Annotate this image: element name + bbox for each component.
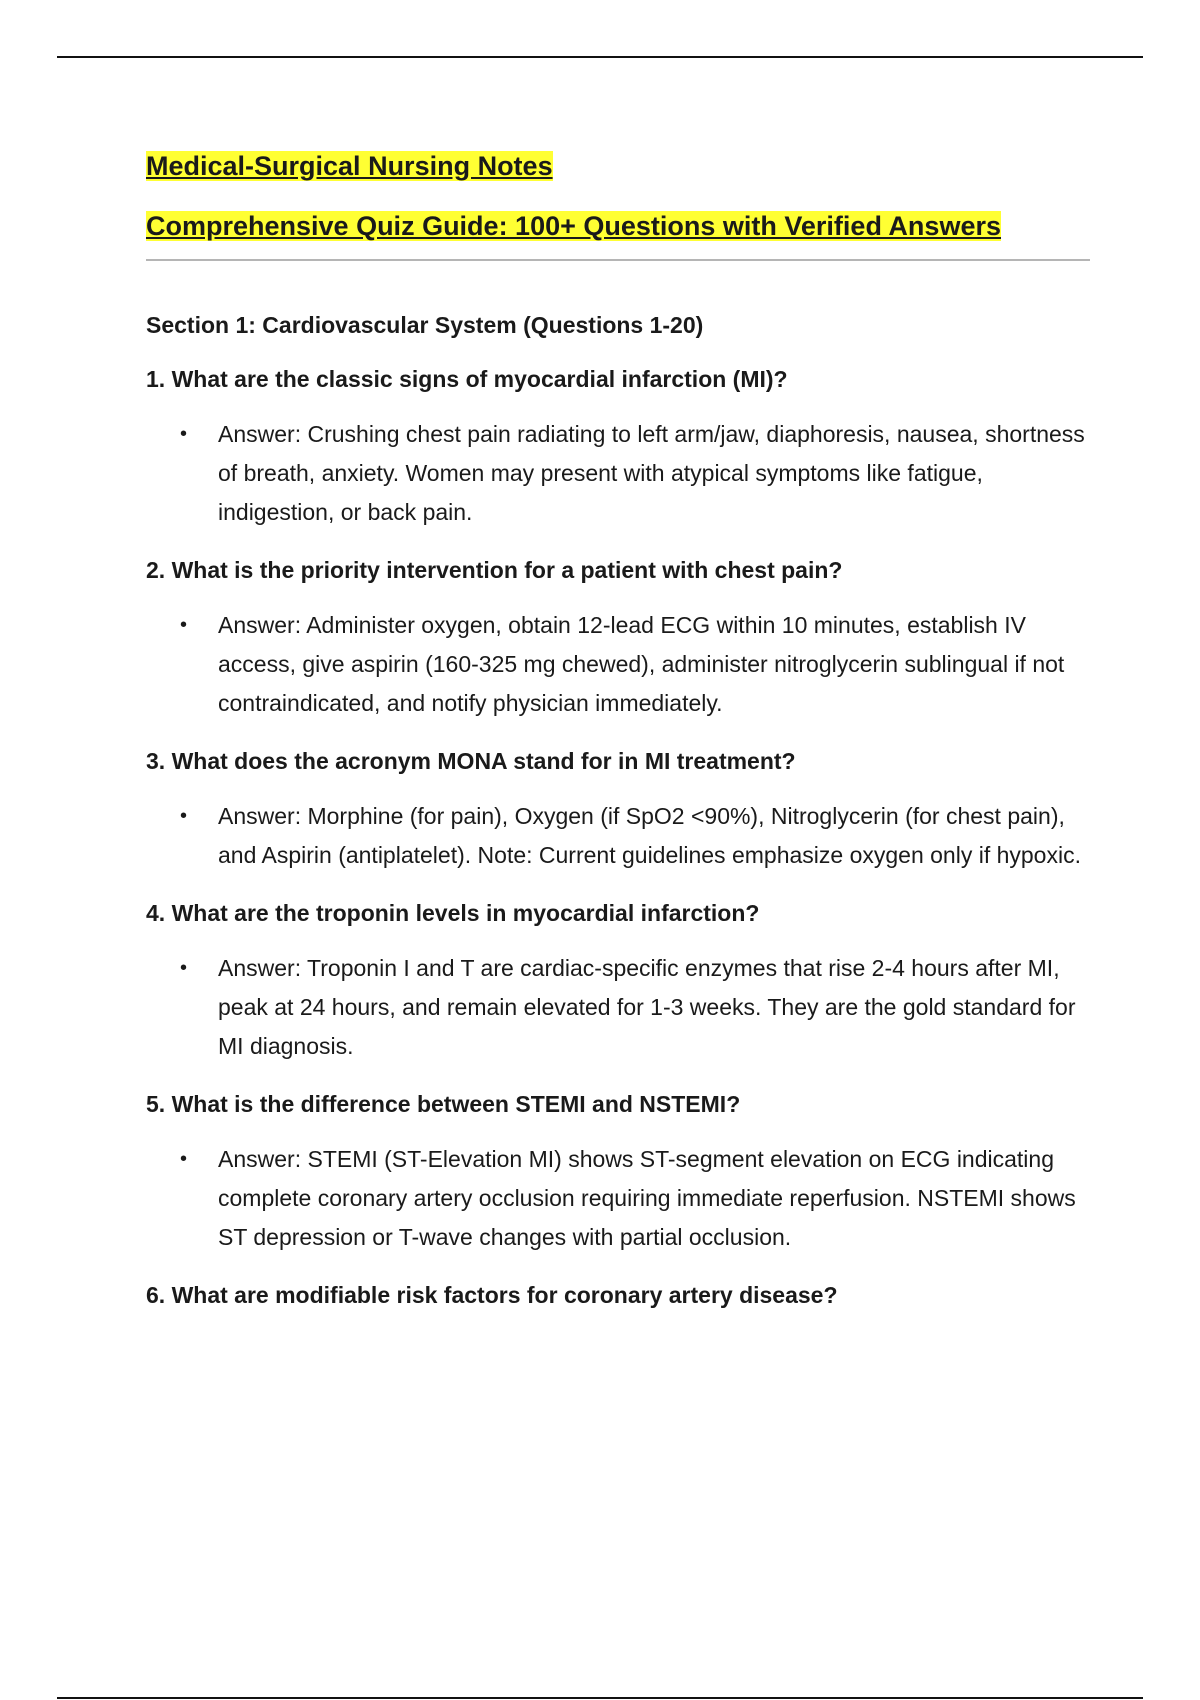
bullet-icon: • — [180, 1148, 188, 1170]
page-top-rule — [57, 56, 1143, 58]
answer-list-4 — [146, 949, 1090, 1066]
answer-list-2 — [146, 606, 1090, 723]
document-subtitle-text: Comprehensive Quiz Guide: 100+ Questions with Verified Answers — [146, 211, 1001, 241]
answer-2 — [146, 606, 1090, 723]
page-bottom-rule — [57, 1697, 1143, 1699]
question-4: 4. What are the troponin levels in myocardial infarction? — [146, 900, 760, 926]
document-body — [146, 145, 1090, 1311]
answer-1-text: Answer: Crushing chest pain radiating to left arm/jaw, diaphoresis, nausea, shortness of breath, anxiety. Women may present with atypical symptoms like fatigue, indigestion, or back pain. — [218, 421, 1085, 525]
document-title — [146, 145, 1090, 187]
question-2: 2. What is the priority intervention for a patient with chest pain? — [146, 557, 843, 583]
answer-4-text: Answer: Troponin I and T are cardiac-specific enzymes that rise 2-4 hours after MI, peak at 24 hours, and remain elevated for 1-3 weeks. They are the gold standard for MI diagnosis. — [218, 955, 1076, 1059]
answer-list-5 — [146, 1140, 1090, 1257]
bullet-icon: • — [180, 614, 188, 636]
question-5: 5. What is the difference between STEMI and NSTEMI? — [146, 1091, 741, 1117]
question-1: 1. What are the classic signs of myocardial infarction (MI)? — [146, 366, 788, 392]
answer-4 — [146, 949, 1090, 1066]
answer-5 — [146, 1140, 1090, 1257]
bullet-icon: • — [180, 957, 188, 979]
title-divider — [146, 259, 1090, 261]
document-title-text: Medical-Surgical Nursing Notes — [146, 151, 553, 181]
bullet-icon: • — [180, 805, 188, 827]
document-subtitle — [146, 205, 1090, 247]
answer-3 — [146, 797, 1090, 875]
section-heading: Section 1: Cardiovascular System (Questions 1-20) — [146, 312, 704, 338]
answer-2-text: Answer: Administer oxygen, obtain 12-lead ECG within 10 minutes, establish IV access, give aspirin (160-325 mg chewed), administer nitroglycerin sublingual if not contraindicated, and notify physician immediately. — [218, 612, 1065, 716]
answer-1 — [146, 415, 1090, 532]
question-3: 3. What does the acronym MONA stand for in MI treatment? — [146, 748, 796, 774]
answer-list-1 — [146, 415, 1090, 532]
bullet-icon: • — [180, 423, 188, 445]
answer-3-text: Answer: Morphine (for pain), Oxygen (if SpO2 <90%), Nitroglycerin (for chest pain), and Aspirin (antiplatelet). Note: Current guidelines emphasize oxygen only if hypoxic. — [218, 803, 1081, 868]
question-6: 6. What are modifiable risk factors for coronary artery disease? — [146, 1282, 838, 1308]
answer-list-3 — [146, 797, 1090, 875]
answer-5-text: Answer: STEMI (ST-Elevation MI) shows ST-segment elevation on ECG indicating complete coronary artery occlusion requiring immediate reperfusion. NSTEMI shows ST depression or T-wave changes with partial occlusion. — [218, 1146, 1076, 1250]
